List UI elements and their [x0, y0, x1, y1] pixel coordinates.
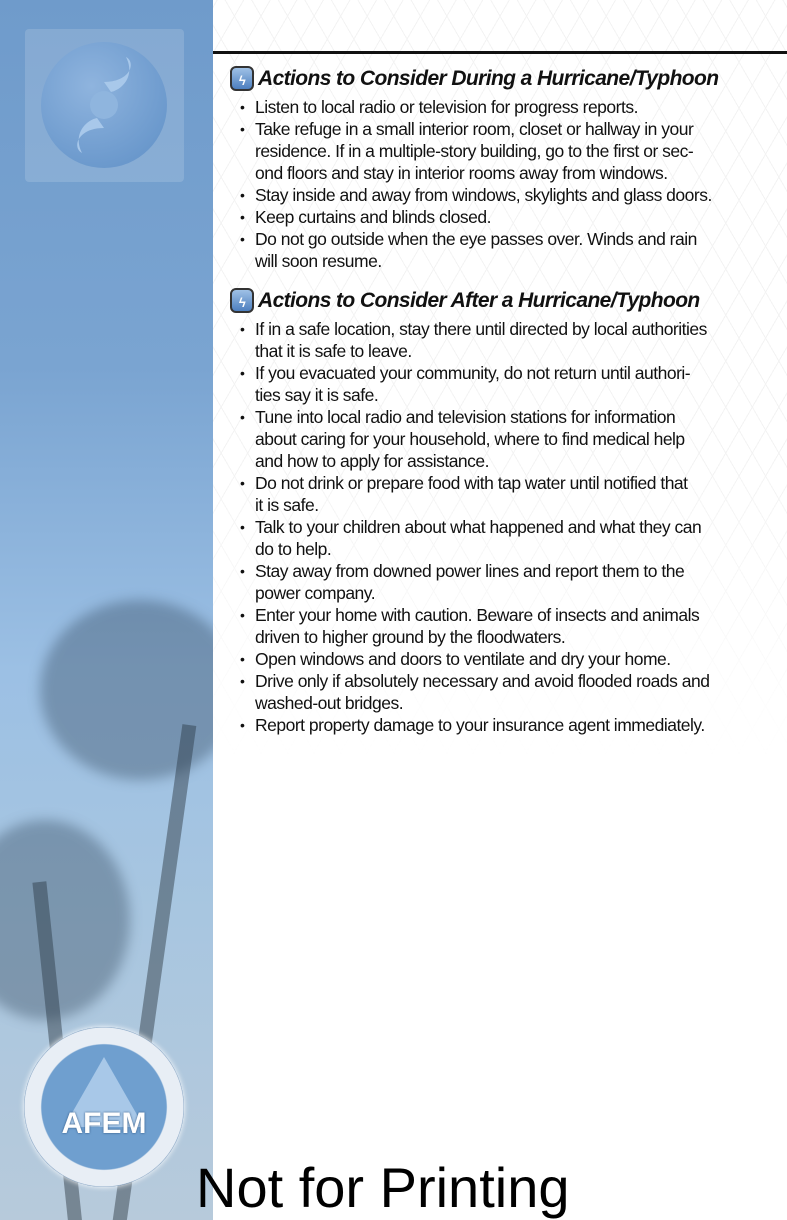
after-actions-list — [240, 318, 709, 736]
list-item-line: and how to apply for assistance. — [255, 451, 490, 471]
list-item-line: about caring for your household, where to find medical help — [255, 429, 685, 449]
list-item-line: • Drive only if absolutely necessary and avoid flooded roads and — [255, 671, 710, 691]
list-item-line: power company. — [255, 583, 376, 603]
list-item-line: it is safe. — [255, 495, 319, 515]
list-item-line: • Tune into local radio and television stations for information — [255, 407, 676, 427]
list-item-line: • Listen to local radio or television for progress reports. — [255, 97, 638, 117]
list-item-line: residence. If in a multiple-story building, go to the first or sec- — [255, 141, 694, 161]
hurricane-icon — [41, 42, 167, 168]
seal-text: AFEM — [61, 1107, 147, 1140]
list-item-line: • Do not go outside when the eye passes over. Winds and rain — [255, 229, 697, 249]
section-heading-during — [230, 66, 719, 91]
list-item-line: driven to higher ground by the floodwaters. — [255, 627, 566, 647]
during-actions-list — [240, 96, 712, 272]
list-item — [240, 228, 712, 272]
list-item-line: • Report property damage to your insurance agent immediately. — [255, 715, 705, 735]
list-item-line: • If in a safe location, stay there until directed by local authorities — [255, 319, 707, 339]
list-item — [240, 516, 709, 560]
list-item — [240, 648, 709, 670]
heading-text: Actions to Consider After a Hurricane/Typhoon — [258, 288, 700, 312]
list-item-line: • Stay away from downed power lines and report them to the — [255, 561, 685, 581]
list-item-line: • Do not drink or prepare food with tap water until notified that — [255, 473, 688, 493]
list-item — [240, 118, 712, 184]
afem-seal-logo — [24, 1027, 184, 1187]
lightning-icon: ϟ — [230, 66, 254, 91]
palm-fronds — [40, 600, 213, 780]
lightning-icon: ϟ — [230, 288, 254, 313]
list-item — [240, 472, 709, 516]
list-item — [240, 318, 709, 362]
list-item-line: do to help. — [255, 539, 332, 559]
list-item-line: • Stay inside and away from windows, skylights and glass doors. — [255, 185, 712, 205]
top-rule — [213, 51, 787, 54]
list-item-line: • Keep curtains and blinds closed. — [255, 207, 491, 227]
list-item — [240, 560, 709, 604]
list-item — [240, 184, 712, 206]
list-item-line: • Take refuge in a small interior room, closet or hallway in your — [255, 119, 694, 139]
list-item — [240, 406, 709, 472]
list-item — [240, 96, 712, 118]
list-item-line: that it is safe to leave. — [255, 341, 412, 361]
list-item — [240, 670, 709, 714]
list-item-line: ties say it is safe. — [255, 385, 379, 405]
list-item — [240, 362, 709, 406]
list-item-line: will soon resume. — [255, 251, 382, 271]
list-item — [240, 604, 709, 648]
list-item — [240, 206, 712, 228]
list-item-line: • If you evacuated your community, do not return until authori- — [255, 363, 691, 383]
palm-fronds — [0, 820, 130, 1020]
list-item-line: ond floors and stay in interior rooms away from windows. — [255, 163, 668, 183]
sidebar-decoration — [0, 0, 213, 1220]
list-item-line: washed-out bridges. — [255, 693, 404, 713]
watermark-text: Not for Printing — [196, 1156, 570, 1219]
list-item-line: • Talk to your children about what happened and what they can — [255, 517, 702, 537]
list-item-line: • Enter your home with caution. Beware of insects and animals — [255, 605, 700, 625]
list-item — [240, 714, 709, 736]
section-heading-after — [230, 288, 700, 313]
heading-text: Actions to Consider During a Hurricane/Typhoon — [258, 66, 719, 90]
list-item-line: • Open windows and doors to ventilate and dry your home. — [255, 649, 671, 669]
